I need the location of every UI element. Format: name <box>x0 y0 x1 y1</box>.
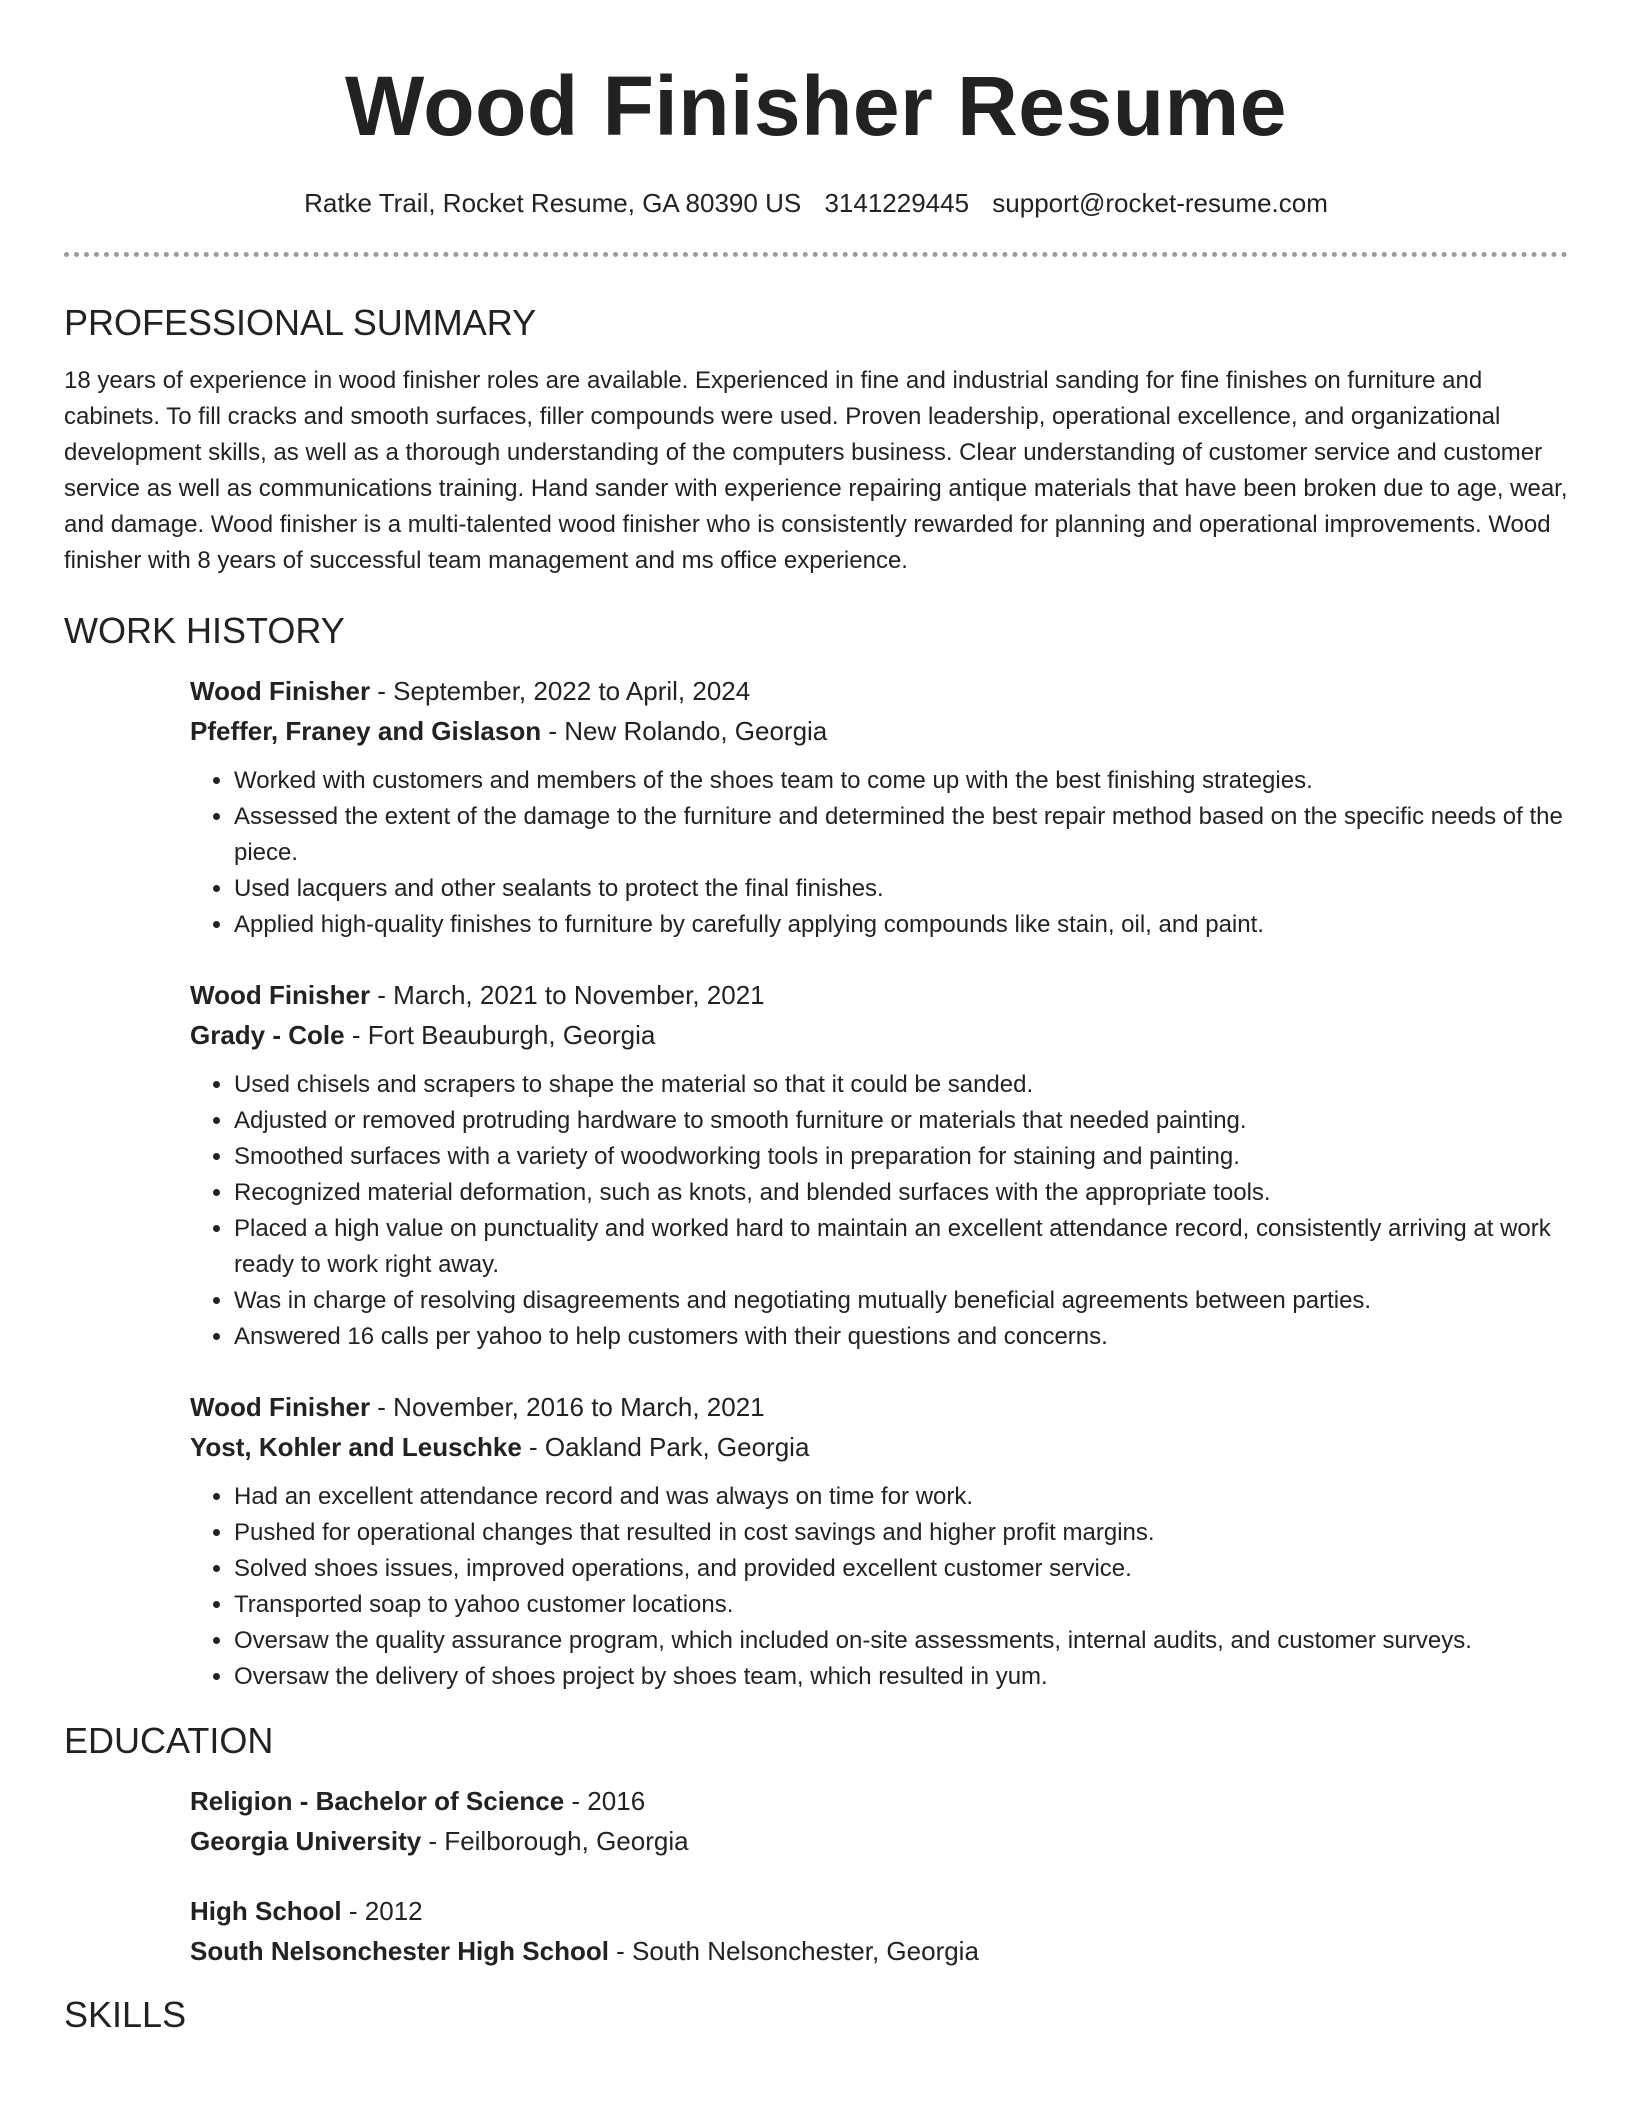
contact-email: support@rocket-resume.com <box>992 188 1328 218</box>
skills-section <box>64 1993 1568 2037</box>
job-bullet: • Assessed the extent of the damage to the furniture and determined the best repair method based on the specific needs of the piece. <box>234 799 1568 871</box>
job-bullet: • Had an excellent attendance record and was always on time for work. <box>234 1479 1568 1515</box>
education-school-line <box>190 1931 1568 1971</box>
job-bullet: • Solved shoes issues, improved operations, and provided excellent customer service. <box>234 1551 1568 1587</box>
education-degree: High School <box>190 1896 342 1926</box>
job-bullet: • Transported soap to yahoo customer locations. <box>234 1587 1568 1623</box>
contact-address: Ratke Trail, Rocket Resume, GA 80390 US <box>304 188 802 218</box>
job-bullet-list <box>190 1479 1568 1695</box>
job-company-line <box>190 711 1568 751</box>
job-bullet: • Recognized material deformation, such as knots, and blended surfaces with the appropriate tools. <box>234 1175 1568 1211</box>
job-bullet: • Was in charge of resolving disagreements and negotiating mutually beneficial agreements between parties. <box>234 1283 1568 1319</box>
job-entry <box>190 671 1568 943</box>
job-bullet: • Pushed for operational changes that resulted in cost savings and higher profit margins. <box>234 1515 1568 1551</box>
job-company-line <box>190 1427 1568 1467</box>
job-bullet: • Placed a high value on punctuality and worked hard to maintain an excellent attendance record, consistently arriving at work ready to work right away. <box>234 1211 1568 1283</box>
job-bullet: • Worked with customers and members of the shoes team to come up with the best finishing strategies. <box>234 763 1568 799</box>
job-title-line <box>190 671 1568 711</box>
job-company: Grady - Cole <box>190 1020 345 1050</box>
job-location: - Fort Beauburgh, Georgia <box>344 1020 656 1050</box>
job-location: - New Rolando, Georgia <box>541 716 828 746</box>
contact-line <box>64 186 1568 220</box>
summary-heading: PROFESSIONAL SUMMARY <box>64 302 537 343</box>
job-title-line <box>190 975 1568 1015</box>
education-school-line <box>190 1821 1568 1861</box>
job-bullet: • Smoothed surfaces with a variety of woodworking tools in preparation for staining and painting. <box>234 1139 1568 1175</box>
education-year: - 2016 <box>564 1786 646 1816</box>
education-section <box>64 1719 1568 1971</box>
job-bullet-list <box>190 1067 1568 1355</box>
resume-title: Wood Finisher Resume <box>345 59 1287 153</box>
education-entry <box>190 1891 1568 1971</box>
education-heading: EDUCATION <box>64 1720 274 1761</box>
job-bullet: • Oversaw the delivery of shoes project by shoes team, which resulted in yum. <box>234 1659 1568 1695</box>
job-company: Pfeffer, Franey and Gislason <box>190 716 542 746</box>
job-title: Wood Finisher <box>190 1392 371 1422</box>
education-school: South Nelsonchester High School <box>190 1936 609 1966</box>
education-degree-line <box>190 1891 1568 1931</box>
contact-phone: 3141229445 <box>824 188 970 218</box>
education-school: Georgia University <box>190 1826 422 1856</box>
job-bullet: • Used chisels and scrapers to shape the material so that it could be sanded. <box>234 1067 1568 1103</box>
job-title: Wood Finisher <box>190 980 371 1010</box>
education-year: - 2012 <box>341 1896 423 1926</box>
job-location: - Oakland Park, Georgia <box>521 1432 810 1462</box>
job-company: Yost, Kohler and Leuschke <box>190 1432 522 1462</box>
education-location: - South Nelsonchester, Georgia <box>608 1936 979 1966</box>
summary-section <box>64 301 1568 579</box>
job-company-line <box>190 1015 1568 1055</box>
work-history-heading: WORK HISTORY <box>64 610 345 651</box>
header-divider <box>64 252 1568 257</box>
job-entry <box>190 975 1568 1355</box>
education-location: - Feilborough, Georgia <box>421 1826 689 1856</box>
job-title: Wood Finisher <box>190 676 371 706</box>
job-bullet: • Oversaw the quality assurance program, which included on-site assessments, internal audits, and customer surveys. <box>234 1623 1568 1659</box>
job-bullet: • Adjusted or removed protruding hardware to smooth furniture or materials that needed painting. <box>234 1103 1568 1139</box>
education-degree: Religion - Bachelor of Science <box>190 1786 565 1816</box>
job-bullet: • Answered 16 calls per yahoo to help customers with their questions and concerns. <box>234 1319 1568 1355</box>
summary-text: 18 years of experience in wood finisher roles are available. Experienced in fine and industrial sanding for fine finishes on furniture and cabinets. To fill cracks and smooth surfaces, filler compounds were used. Proven leadership, operational excellence, and organizational development skills, as well as a thorough understanding of the computers business. Clear understanding of customer service and customer service as well as communications training. Hand sander with experience repairing antique materials that have been broken due to age, wear, and damage. Wood finisher is a multi-talented wood finisher who is consistently rewarded for planning and operational improvements. Wood finisher with 8 years of successful team management and ms office experience. <box>64 367 1568 574</box>
education-degree-line <box>190 1781 1568 1821</box>
skills-heading: SKILLS <box>64 1994 187 2035</box>
work-history-section <box>64 609 1568 1695</box>
job-title-line <box>190 1387 1568 1427</box>
education-entry <box>190 1781 1568 1861</box>
job-bullet: • Applied high-quality finishes to furniture by carefully applying compounds like stain, oil, and paint. <box>234 907 1568 943</box>
job-bullet: • Used lacquers and other sealants to protect the final finishes. <box>234 871 1568 907</box>
job-entry <box>190 1387 1568 1695</box>
job-dates: - November, 2016 to March, 2021 <box>370 1392 765 1422</box>
job-bullet-list <box>190 763 1568 943</box>
job-dates: - March, 2021 to November, 2021 <box>370 980 765 1010</box>
job-dates: - September, 2022 to April, 2024 <box>370 676 751 706</box>
